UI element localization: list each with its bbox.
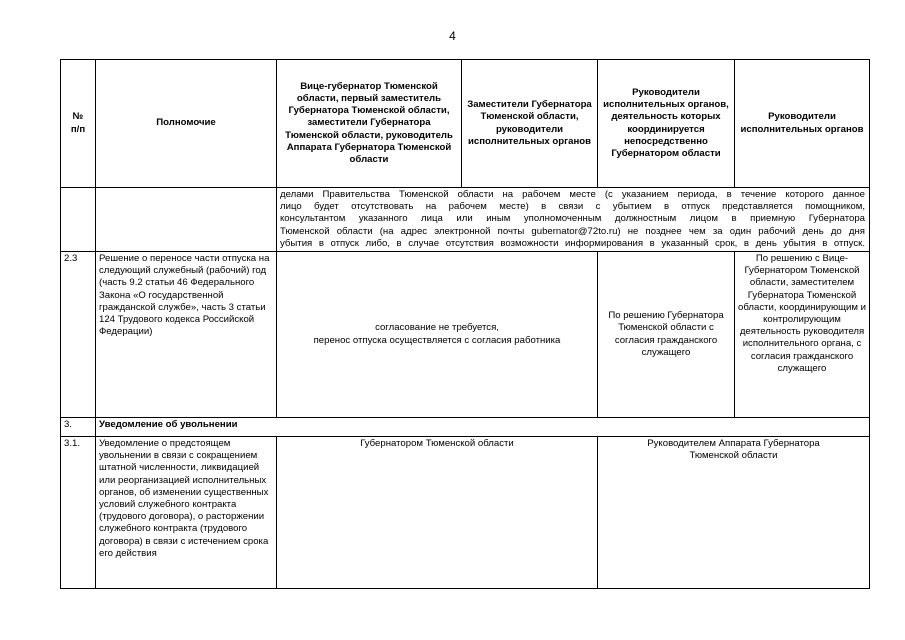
header-deputies: Заместители Губернатора Тюменской области, руководители исполнительных органов [462, 60, 598, 188]
continuation-line: убытия в отпуск либо, в случае отсутствия возможности информирования в указанный срок, в день убытия в отпуск. [280, 237, 865, 249]
approval-line-1: согласование не требуется, [375, 322, 499, 334]
row-num: 2.3 [61, 252, 96, 418]
continuation-line: консультантом указанного лица или иным уполномоченным должностным лицом в приемную Губернатора [280, 213, 865, 225]
section-num: 3. [61, 418, 96, 437]
header-heads-coordinated: Руководители исполнительных органов, деятельность которых координируется непосредственно Губернатором области [598, 60, 735, 188]
page-number: 4 [449, 29, 456, 43]
approval-line-2: перенос отпуска осуществляется с согласия работника [313, 334, 561, 346]
cell-empty [61, 188, 96, 252]
table-row-2-3 [61, 252, 870, 418]
table-row-3 [61, 418, 870, 437]
row-power: Решение о переносе части отпуска на следующий служебный (рабочий) год (часть 9.2 статьи 46 Федерального Закона «О государственной гражданской службе», часть 3 статьи 124 Трудового кодекса Российской Федерации) [96, 252, 277, 418]
header-heads: Руководители исполнительных органов [735, 60, 870, 188]
row-by-governor: Губернатором Тюменской области [277, 437, 598, 589]
authority-table [60, 59, 870, 589]
row-num: 3.1. [61, 437, 96, 589]
row-by-head-of-apparatus: Руководителем Аппарата Губернатора Тюменской области [598, 437, 870, 589]
row-power: Уведомление о предстоящем увольнении в связи с сокращением штатной численности, ликвидацией или реорганизацией исполнительных органов, об изменении существенных условий служебного контракта (трудового договора), о расторжении служебного контракта (трудового договора) в связи с истечением срока его действия [96, 437, 277, 589]
header-num: № п/п [61, 60, 96, 188]
section-title: Уведомление об увольнении [96, 418, 870, 437]
row-governor-decision: По решению Губернатора Тюменской области с согласия гражданского служащего [598, 252, 735, 418]
cell-empty [96, 188, 277, 252]
row-vice-governor-decision: По решению с Вице-Губернатором Тюменской области, заместителем Губернатора Тюменской области, координирующим и контролирующим деятельность руководителя исполнительного органа, с согласия гражданского служащего [735, 252, 870, 418]
header-power: Полномочие [96, 60, 277, 188]
table-row-3-1 [61, 437, 870, 589]
continuation-line: лицо будет отсутствовать на рабочем месте) в связи с убытием в отпуск представляется помощником, [280, 201, 865, 213]
continuation-text [277, 188, 870, 252]
table-row-continuation [61, 188, 870, 252]
continuation-line: Тюменской области (на адрес электронной почты gubernator@72to.ru) не позднее чем за один рабочий день до дня [280, 225, 865, 237]
continuation-line: делами Правительства Тюменской области на рабочем месте (с указанием периода, в течение которого данное [280, 189, 865, 200]
row-approval-not-required [277, 252, 598, 418]
header-row [61, 60, 870, 188]
header-vice-governor: Вице-губернатор Тюменской области, первый заместитель Губернатора Тюменской области, заместители Губернатора Тюменской области, руководитель Аппарата Губернатора Тюменской области [277, 60, 462, 188]
